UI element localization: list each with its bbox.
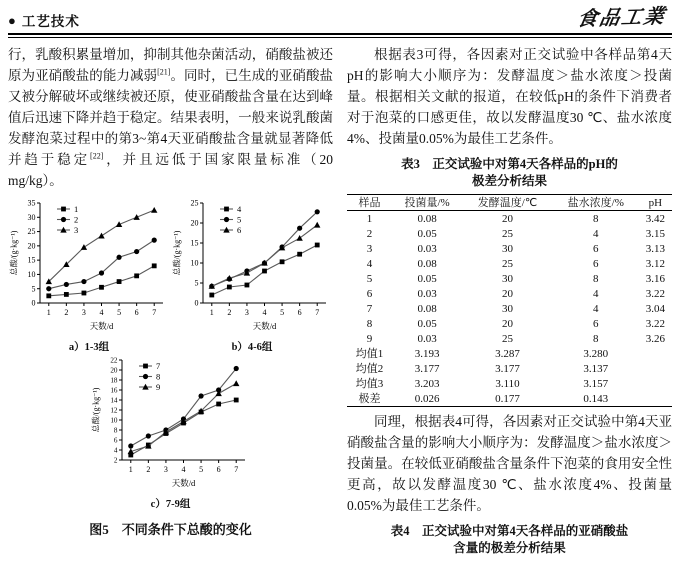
table-row	[347, 286, 672, 301]
svg-text:天数/d: 天数/d	[252, 321, 277, 331]
svg-text:35: 35	[27, 198, 36, 208]
svg-text:20: 20	[27, 241, 36, 251]
table-cell	[639, 361, 672, 376]
table3-title	[347, 156, 672, 190]
svg-text:总酸/(g·kg⁻¹): 总酸/(g·kg⁻¹)	[172, 230, 182, 276]
svg-text:8: 8	[113, 426, 117, 435]
svg-text:天数/d: 天数/d	[89, 321, 114, 331]
table-cell: 0.03	[417, 287, 437, 300]
page-header	[8, 6, 672, 30]
table-cell: 3.110	[495, 377, 520, 390]
table-cell: 3.177	[414, 362, 440, 375]
chart-groups-7-9	[90, 354, 252, 495]
svg-text:20: 20	[109, 366, 117, 375]
svg-text:5: 5	[198, 465, 203, 474]
table-cell: 3.13	[645, 242, 665, 255]
table4-title	[347, 523, 672, 557]
svg-text:2: 2	[145, 465, 150, 474]
table-row	[347, 376, 672, 391]
header-rule	[8, 33, 672, 38]
table-cell: 3.22	[645, 317, 665, 330]
figure5	[8, 197, 333, 538]
svg-text:7: 7	[155, 360, 160, 371]
svg-text:16: 16	[109, 386, 117, 395]
table-col-header: 发酵温度/℃	[477, 196, 538, 209]
table-row	[347, 211, 672, 227]
svg-text:1: 1	[128, 465, 133, 474]
table-cell: 0.08	[417, 302, 437, 315]
svg-text:10: 10	[190, 258, 199, 268]
table-row	[347, 391, 672, 407]
svg-text:2: 2	[64, 308, 69, 317]
svg-text:总酸/(g·kg⁻¹): 总酸/(g·kg⁻¹)	[91, 387, 100, 433]
table-cell: 30	[502, 272, 514, 285]
table-cell: 0.177	[495, 392, 520, 405]
table-cell: 3.12	[645, 257, 665, 270]
table-row	[347, 346, 672, 361]
table-cell: 均值1	[355, 347, 384, 360]
table-cell: 0.03	[417, 332, 437, 345]
journal-logo: 食品工業	[575, 5, 668, 31]
table3	[347, 194, 672, 407]
svg-text:7: 7	[152, 308, 157, 317]
table-cell: 8	[593, 212, 599, 225]
svg-text:7: 7	[315, 308, 320, 317]
table-col-header: 投菌量/%	[404, 196, 450, 209]
svg-text:10: 10	[27, 270, 36, 280]
svg-text:4: 4	[113, 446, 117, 455]
table-cell: 4	[366, 257, 373, 270]
svg-text:6: 6	[237, 224, 242, 235]
svg-text:1: 1	[209, 308, 214, 317]
table3-title-line1: 表3 正交试验中对第4天各样品的pH的	[401, 157, 618, 171]
table-cell: 0.143	[583, 392, 609, 405]
svg-text:9: 9	[155, 381, 160, 392]
table-cell: 5	[366, 272, 373, 285]
subplot-b-caption: b）4-6组	[231, 342, 273, 353]
svg-text:15: 15	[190, 238, 199, 248]
table-cell: 7	[366, 302, 373, 315]
svg-text:1: 1	[74, 203, 79, 214]
svg-text:0: 0	[194, 298, 199, 308]
table-cell: 25	[502, 257, 514, 270]
table-cell: 8	[366, 317, 373, 330]
table-row	[347, 241, 672, 256]
table-cell: 均值3	[355, 377, 384, 390]
svg-text:10: 10	[109, 416, 117, 425]
table-cell: 0.026	[414, 392, 440, 405]
table-cell: 9	[366, 332, 373, 345]
bullet-icon: ●	[8, 12, 17, 28]
svg-text:4: 4	[181, 465, 185, 474]
table-cell: 3	[366, 242, 373, 255]
table-cell: 3.287	[495, 347, 520, 360]
svg-text:30: 30	[27, 212, 36, 222]
svg-text:天数/d: 天数/d	[171, 478, 195, 488]
table-cell: 20	[502, 317, 514, 330]
table3-title-line2: 极差分析结果	[471, 174, 547, 188]
table-cell: 均值2	[355, 362, 384, 375]
svg-text:6: 6	[216, 465, 221, 474]
body-paragraph-right-1: 根据表3可得，各因素对正交试验中各样品第4天pH的影响大小顺序为：发酵温度＞盐水浓度＞投菌量。根据相关文献的报道，在较低pH的条件下消费者对于泡菜的口感更佳，故以发酵温度30 ℃、盐水浓度4%、投菌量0.05%为最佳工艺条件。	[347, 47, 672, 146]
citation-ref: [22]	[90, 151, 104, 161]
svg-text:6: 6	[113, 436, 117, 445]
table-cell: 4	[593, 302, 599, 315]
table-cell: 3.137	[583, 362, 609, 375]
table-col-header: pH	[648, 196, 663, 209]
svg-text:总酸/(g·kg⁻¹): 总酸/(g·kg⁻¹)	[9, 230, 19, 276]
svg-text:8: 8	[155, 371, 160, 382]
table-cell: 6	[593, 257, 599, 270]
table-cell: 6	[366, 287, 373, 300]
table-cell: 3.193	[414, 347, 440, 360]
table-cell	[639, 391, 672, 407]
svg-text:2: 2	[113, 456, 117, 465]
svg-text:15: 15	[27, 255, 36, 265]
table-cell: 3.280	[583, 347, 609, 360]
table-cell: 3.177	[495, 362, 520, 375]
svg-text:5: 5	[280, 308, 285, 317]
table-cell: 1	[366, 212, 373, 225]
table-cell: 25	[502, 332, 514, 345]
svg-text:25: 25	[27, 227, 36, 237]
svg-text:3: 3	[163, 465, 168, 474]
table-cell: 3.22	[645, 287, 665, 300]
citation-ref: [21]	[157, 67, 171, 77]
table4-title-line1: 表4 正交试验中对第4天各样品的亚硝酸盐	[390, 524, 629, 538]
svg-text:6: 6	[134, 308, 139, 317]
table-cell: 0.08	[417, 257, 437, 270]
svg-text:25: 25	[190, 198, 199, 208]
table-cell: 3.42	[645, 212, 665, 225]
table-cell	[639, 346, 672, 361]
table-cell: 3.157	[583, 377, 609, 390]
table-col-header: 样品	[358, 196, 381, 209]
table-cell: 30	[502, 242, 514, 255]
table-row	[347, 316, 672, 331]
svg-text:3: 3	[244, 308, 249, 317]
table3-header-row	[347, 195, 672, 211]
table-cell: 30	[502, 302, 514, 315]
table-cell: 2	[366, 227, 373, 240]
table-cell: 6	[593, 242, 599, 255]
svg-text:4: 4	[237, 203, 242, 214]
svg-text:2: 2	[74, 214, 79, 225]
table-row	[347, 301, 672, 316]
svg-text:5: 5	[117, 308, 122, 317]
table-cell: 20	[502, 287, 514, 300]
table4-title-line2: 含量的极差分析结果	[453, 541, 566, 555]
table-cell: 0.03	[417, 242, 437, 255]
figure5-subplot-c	[90, 354, 252, 511]
svg-text:3: 3	[74, 224, 79, 235]
table-cell: 0.05	[417, 272, 437, 285]
table-cell: 3.26	[645, 332, 665, 345]
table-cell: 3.203	[414, 377, 440, 390]
table-cell: 8	[593, 332, 599, 345]
table-row	[347, 226, 672, 241]
svg-text:20: 20	[190, 218, 199, 228]
svg-text:4: 4	[99, 308, 104, 317]
svg-text:14: 14	[109, 396, 117, 405]
table-cell: 极差	[358, 392, 381, 405]
svg-text:5: 5	[237, 214, 242, 225]
table-row	[347, 361, 672, 376]
section-label	[8, 10, 80, 30]
chart-groups-1-3	[8, 197, 170, 338]
table-row	[347, 271, 672, 286]
svg-text:7: 7	[233, 465, 238, 474]
table-cell: 0.08	[417, 212, 437, 225]
figure5-subplot-b	[171, 197, 333, 354]
body-paragraph-left: 行，乳酸积累量增加，抑制其他杂菌活动，硝酸盐被还原为亚硝酸盐的能力减弱[21]。同时，已生成的亚硝酸盐又被分解破坏或继续被还原，使亚硝酸盐含量在达到峰值后迅速下降并趋于稳定。结果表明，一般来说乳酸菌发酵泡菜过程中的第3~第4天亚硝酸盐含量就显著降低并趋于稳定[22]，并且远低于国家限量标准（20 mg/kg）。	[8, 47, 334, 188]
section-title: 工艺技术	[21, 14, 80, 29]
svg-text:3: 3	[81, 308, 86, 317]
table-cell: 6	[593, 317, 599, 330]
svg-text:2: 2	[227, 308, 232, 317]
right-column	[347, 44, 672, 561]
svg-text:18: 18	[109, 376, 117, 385]
table-cell: 4	[593, 227, 599, 240]
table-cell: 0.05	[417, 317, 437, 330]
svg-text:4: 4	[262, 308, 267, 317]
table-cell: 8	[593, 272, 599, 285]
table-row	[347, 331, 672, 346]
table-col-header: 盐水浓度/%	[567, 196, 624, 209]
left-column	[8, 44, 333, 561]
figure5-subplot-a	[8, 197, 170, 354]
subplot-c-caption: c）7-9组	[150, 499, 191, 510]
svg-text:0: 0	[31, 298, 36, 308]
chart-groups-4-6	[171, 197, 333, 338]
table-cell: 3.04	[645, 302, 665, 315]
svg-text:12: 12	[109, 406, 117, 415]
table-cell: 3.16	[645, 272, 665, 285]
svg-text:6: 6	[297, 308, 302, 317]
table-cell: 20	[502, 212, 514, 225]
figure5-caption: 图5 不同条件下总酸的变化	[89, 522, 252, 537]
svg-text:5: 5	[31, 284, 36, 294]
table-cell: 0.05	[417, 227, 437, 240]
svg-text:22: 22	[109, 356, 117, 365]
table-row	[347, 256, 672, 271]
table-cell: 25	[502, 227, 514, 240]
table-cell: 3.15	[645, 227, 665, 240]
body-paragraph-right-2: 同理，根据表4可得，各因素对正交试验中第4天亚硝酸盐含量的影响大小顺序为：发酵温度＞盐水浓度＞投菌量。在较低亚硝酸盐含量条件下泡菜的食用安全性更高，故以发酵温度30 ℃、盐水浓度4%、投菌量0.05%为最佳工艺条件。	[347, 414, 672, 513]
table-cell: 4	[593, 287, 599, 300]
svg-text:5: 5	[194, 278, 199, 288]
table-cell	[639, 376, 672, 391]
subplot-a-caption: a）1-3组	[68, 342, 110, 353]
svg-text:1: 1	[46, 308, 51, 317]
